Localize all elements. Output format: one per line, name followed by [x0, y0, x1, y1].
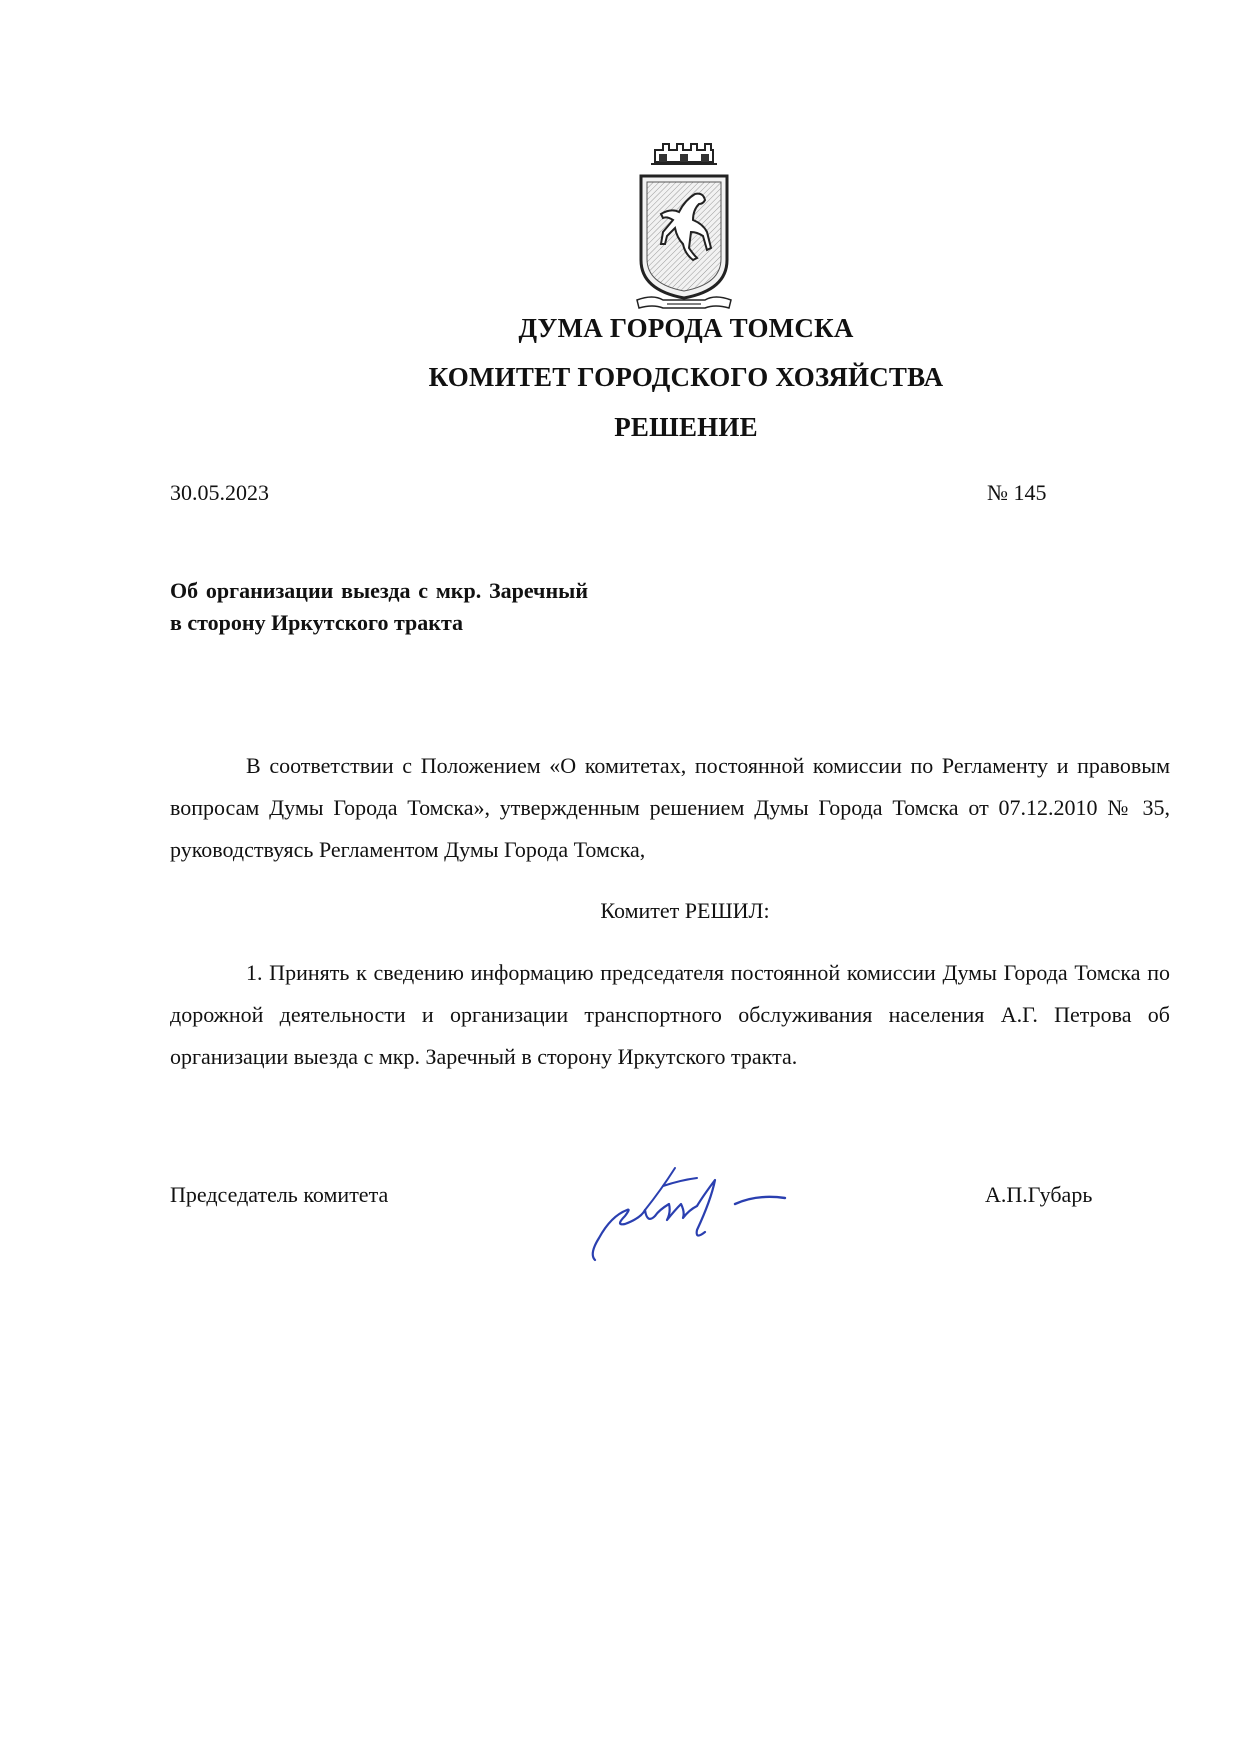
resolution-item: 1. Принять к сведению информацию председателя постоянной комиссии Думы Города Томска по дорожной деятельности и организации транспортного обслуживания населения А.Г. Петрова об организации выезда с мкр. Заречный в сторону Иркутского тракта.: [170, 960, 1170, 1069]
document-type: РЕШЕНИЕ: [614, 412, 758, 442]
resolution-label: Комитет РЕШИЛ:: [600, 898, 770, 923]
document-subject: Об организации выезда с мкр. Заречный в сторону Иркутского тракта: [170, 578, 588, 635]
preamble-paragraph: В соответствии с Положением «О комитетах, постоянной комиссии по Регламенту и правовым вопросам Думы Города Томска», утвержденным решением Думы Города Томска от 07.12.2010 № 35, руководствуясь Регламентом Думы Города Томска,: [170, 753, 1170, 862]
handwritten-signature-icon: [585, 1150, 845, 1270]
document-date: 30.05.2023: [170, 480, 269, 505]
committee-title: КОМИТЕТ ГОРОДСКОГО ХОЗЯЙСТВА: [428, 362, 944, 392]
document-number: № 145: [987, 480, 1047, 505]
signatory-name: А.П.Губарь: [985, 1182, 1093, 1207]
signatory-title: Председатель комитета: [170, 1182, 389, 1207]
tomsk-coat-of-arms-icon: [633, 140, 735, 312]
organization-title: ДУМА ГОРОДА ТОМСКА: [518, 313, 854, 343]
